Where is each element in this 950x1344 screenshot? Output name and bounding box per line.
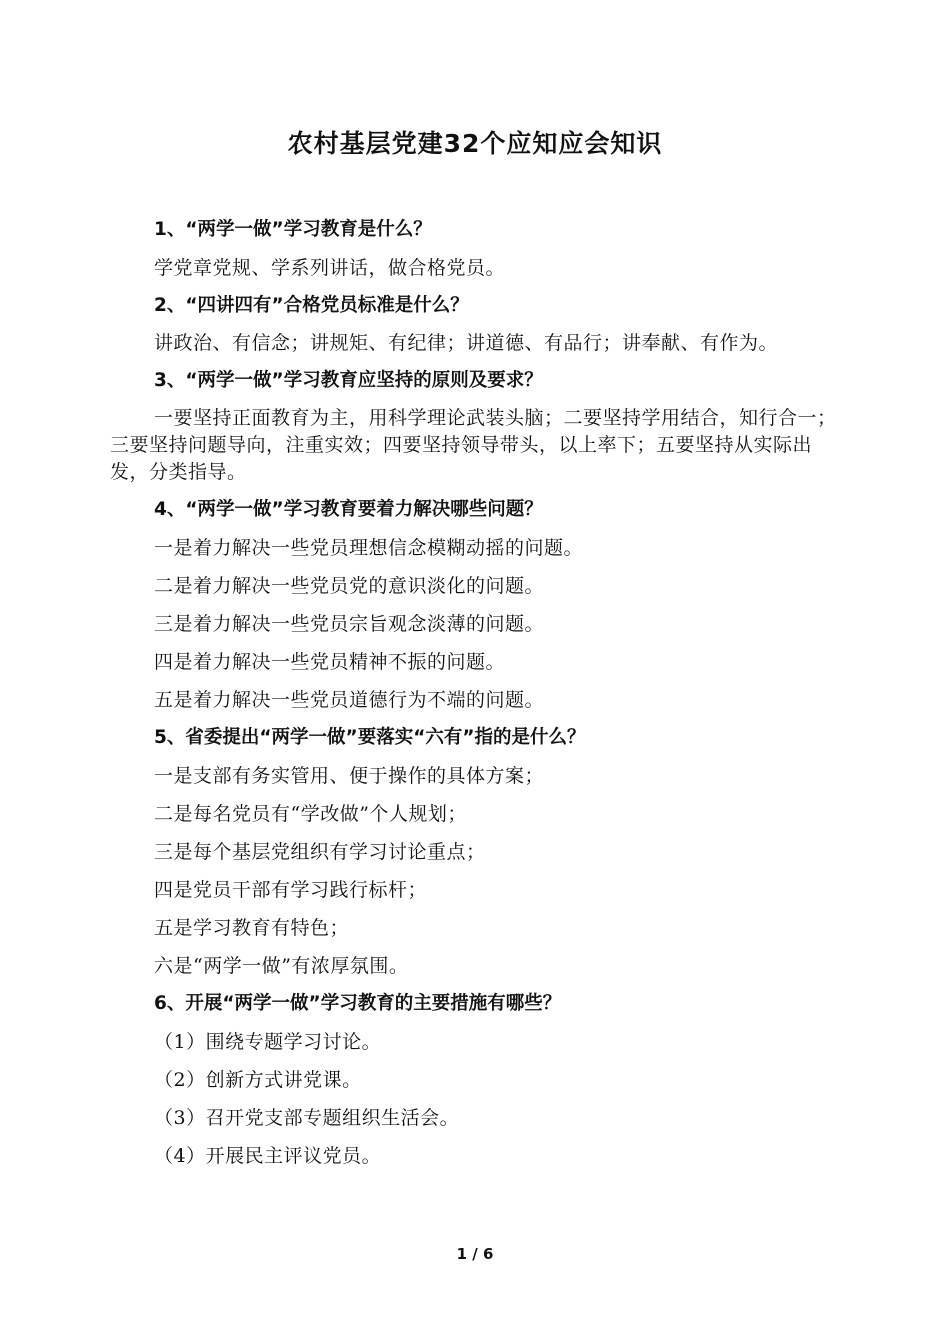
answer-paragraph: 五是学习教育有特色； xyxy=(154,917,350,939)
question-heading: 4、“两学一做”学习教育要着力解决哪些问题？ xyxy=(154,499,543,520)
answer-paragraph: 六是“两学一做”有浓厚氛围。 xyxy=(154,955,409,977)
answer-paragraph: 三是每个基层党组织有学习讨论重点； xyxy=(154,841,486,863)
question-heading: 6、开展“两学一做”学习教育的主要措施有哪些？ xyxy=(154,993,562,1014)
answer-paragraph: 一要坚持正面教育为主，用科学理论武装头脑；二要坚持学用结合，知行合一；三要坚持问题导向，注重实效；四要坚持领导带头，以上率下；五要坚持从实际出发，分类指导。 xyxy=(110,407,837,483)
answer-paragraph: 四是着力解决一些党员精神不振的问题。 xyxy=(154,651,506,673)
question-heading: 2、“四讲四有”合格党员标准是什么？ xyxy=(154,295,469,316)
question-heading: 5、省委提出“两学一做”要落实“六有”指的是什么？ xyxy=(154,727,586,748)
answer-paragraph: 二是每名党员有“学改做”个人规划； xyxy=(154,803,467,825)
answer-paragraph: 一是着力解决一些党员理想信念模糊动摇的问题。 xyxy=(154,537,584,559)
answer-paragraph: （1）围绕专题学习讨论。 xyxy=(154,1031,382,1053)
answer-paragraph: （3）召开党支部专题组织生活会。 xyxy=(154,1107,460,1129)
question-heading: 1、“两学一做”学习教育是什么？ xyxy=(154,219,432,240)
answer-paragraph: 一是支部有务实管用、便于操作的具体方案； xyxy=(154,765,545,787)
answer-paragraph: 讲政治、有信念；讲规矩、有纪律；讲道德、有品行；讲奉献、有作为。 xyxy=(154,332,779,354)
answer-paragraph: 四是党员干部有学习践行标杆； xyxy=(154,879,428,901)
answer-paragraph: 五是着力解决一些党员道德行为不端的问题。 xyxy=(154,689,545,711)
page-number: 1 / 6 xyxy=(456,1245,494,1263)
answer-paragraph: （4）开展民主评议党员。 xyxy=(154,1145,382,1167)
answer-paragraph: （2）创新方式讲党课。 xyxy=(154,1069,362,1091)
document-title: 农村基层党建32个应知应会知识 xyxy=(287,129,663,158)
answer-paragraph: 学党章党规、学系列讲话，做合格党员。 xyxy=(154,257,506,279)
answer-paragraph: 二是着力解决一些党员党的意识淡化的问题。 xyxy=(154,575,545,597)
answer-paragraph: 三是着力解决一些党员宗旨观念淡薄的问题。 xyxy=(154,613,545,635)
question-heading: 3、“两学一做”学习教育应坚持的原则及要求？ xyxy=(154,370,543,391)
document-body xyxy=(110,216,840,1180)
